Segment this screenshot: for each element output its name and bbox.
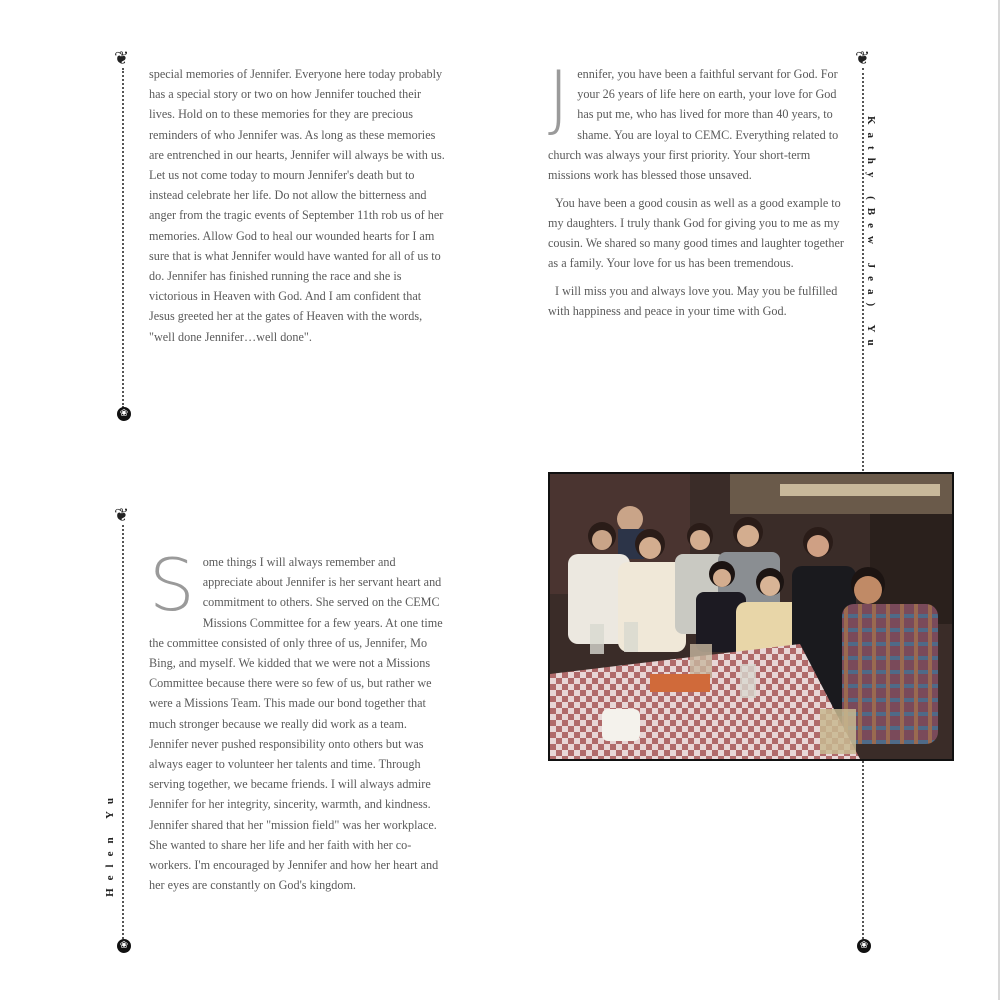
tribute-helen [149,543,445,895]
drop-cap: S [149,543,195,627]
tribute-paragraph: special memories of Jennifer. Everyone here today probably has a special story or two on how Jennifer touched their lives. Hold on to these memories for they are precious reminders of who Jennifer was. As long as these memories are entrenched in our hearts, Jennifer will always be with us. Let us not come today to mourn Jennifer's death but to instead celebrate her life. Do not allow the bitterness and anger from the tragic events of September 11th rob us of her memories. Allow God to heal our wounded hearts for I am sure that is what Jennifer would have wanted for all of us to do. Jennifer has finished running the race and she is victorious in Heaven with God. And I am confident that Jesus greeted her at the gates of Heaven with the words, "well done Jennifer…well done". [149,67,445,344]
flower-ornament-icon: ❀ [117,939,131,953]
author-name: Helen Yu [104,790,116,897]
author-name: Kathy (Bew Jea) Yu [865,116,877,354]
flower-ornament-icon: ❀ [117,407,131,421]
dotted-rule [122,525,124,939]
dotted-rule [122,68,124,408]
tribute-paragraph: Some things I will always remember and appreciate about Jennifer is her servant heart and commitment to others. She served on the CEMC Missions Committee for a few years. At one time the committee consisted of only three of us, Jennifer, Mo Bing, and myself. We kidded that we were not a Missions Committee because there were so few of us, but rather we were a Missions Team. This made our bond together that much stronger because we really did work as a team. Jennifer never pushed responsibility onto others but was always eager to volunteer her talents and time. Through serving together, we became friends. I will always admire Jennifer for her integrity, sincerity, warmth, and kindness. Jennifer shared that her "mission field" was her workplace. She wanted to share her life and her faith with her co-workers. I'm encouraged by Jennifer and how her heart and her eyes are constantly on God's kingdom. [149,543,443,893]
tribute-paragraph: I will miss you and always love you. May you be fulfilled with happiness and peace in your time with God. [548,284,838,319]
group-photo [548,472,954,761]
tribute-kathy [548,55,844,321]
group-photo-image [550,474,952,759]
flower-ornament-icon: ❀ [857,939,871,953]
drop-cap: J [548,55,570,139]
flourish-ornament-icon: ❦ [114,505,130,526]
tribute-continuation [149,64,445,347]
flourish-ornament-icon: ❦ [855,48,871,69]
tribute-paragraph: You have been a good cousin as well as a good example to my daughters. I truly thank God for giving you to me as my cousin. We shared so many good times and laughter together as a family. Your love for us has been tremendous. [548,195,844,271]
tribute-paragraph: Jennifer, you have been a faithful servant for God. For your 26 years of life here on earth, your love for God has put me, who has lived for more than 40 years, to shame. You are loyal to CEMC. Everything related to church was always your first priority. Your short-term missions work has blessed those unsaved. [548,55,839,183]
flourish-ornament-icon: ❦ [114,48,130,69]
